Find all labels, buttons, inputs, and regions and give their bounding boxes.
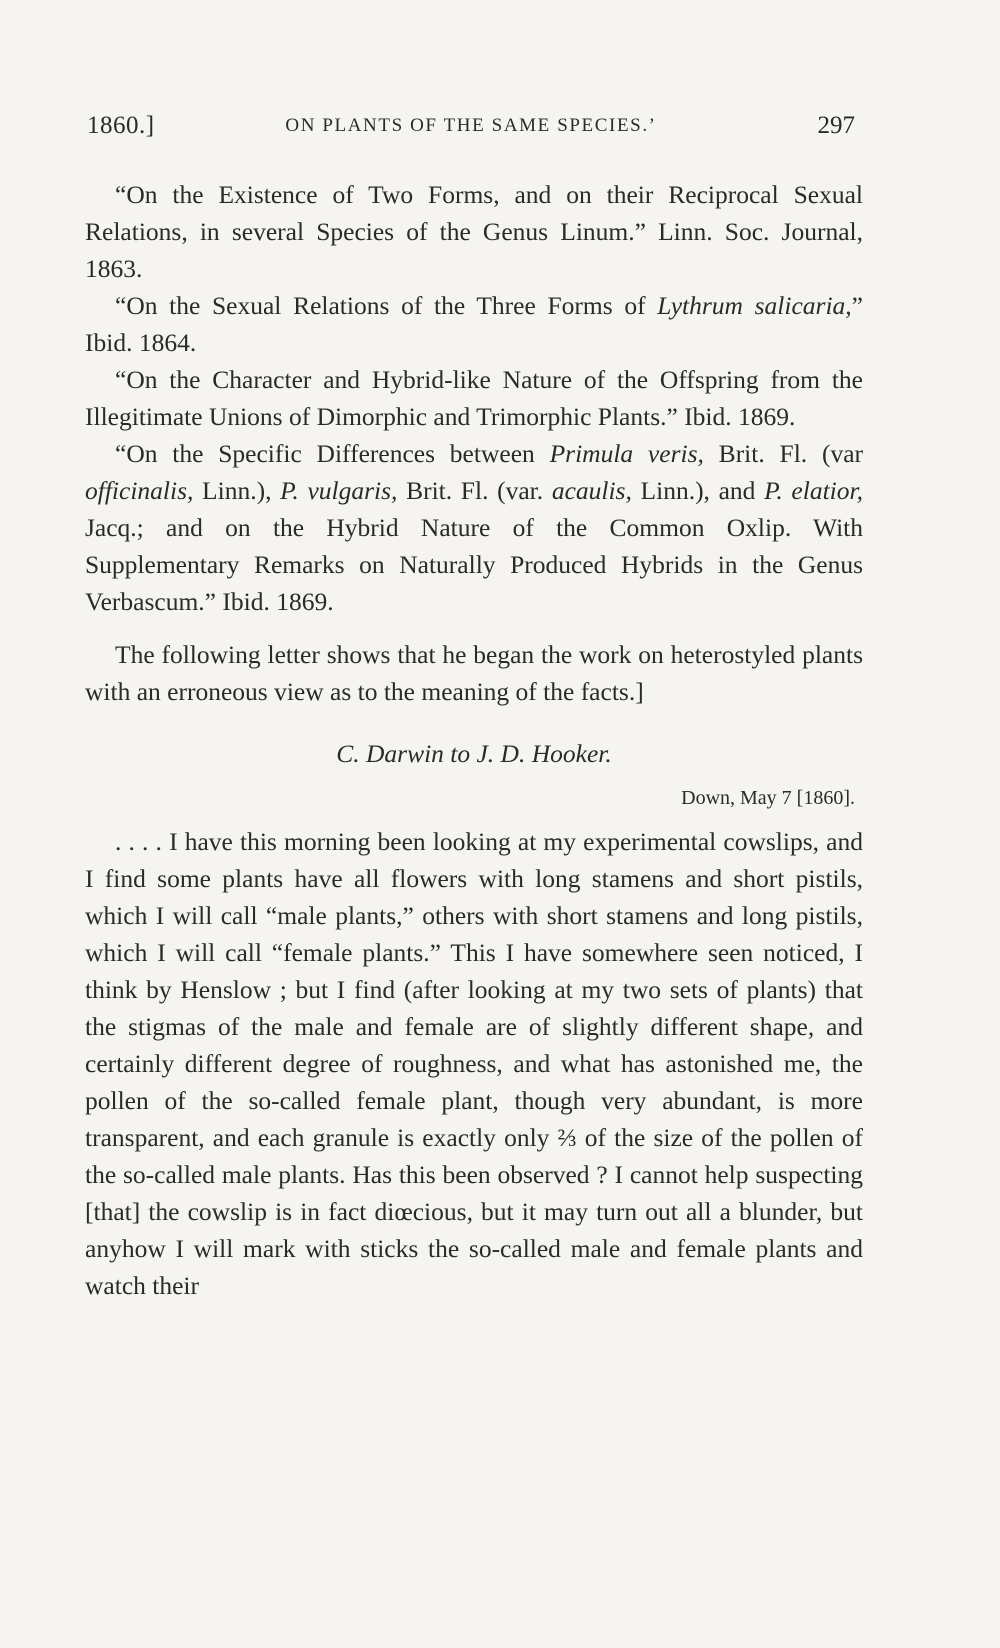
entry-text: Brit. Fl. (var bbox=[703, 439, 863, 468]
italic-text: officinalis, bbox=[85, 476, 194, 505]
bibliography-entry bbox=[85, 176, 863, 287]
bibliography-list bbox=[85, 176, 863, 620]
running-head-year: 1860.] bbox=[87, 112, 155, 139]
entry-text: ” Ibid. 1864. bbox=[85, 291, 863, 357]
italic-text: Lythrum salicaria, bbox=[657, 291, 852, 320]
italic-text: P. elatior, bbox=[764, 476, 863, 505]
entry-text: “On the Character and Hybrid-like Nature of the Offspring from the Illegitimate Unions of Dimorphic and Trimorphic Plants.” Ibid. 1869. bbox=[85, 365, 863, 431]
letter-section bbox=[85, 823, 863, 1304]
letter-body: . . . . I have this morning been looking at my experimental cowslips, and I find some plants have all flowers with long stamens and short pistils, which I will call “male plants,” others with short stamens and long pistils, which I will call “female plants.” This I have somewhere seen noticed, I think by Henslow ; but I find (after looking at my two sets of plants) that the stigmas of the male and female are of slightly different shape, and certainly different degree of roughness, and what has astonished me, the pollen of the so-called female plant, though very abundant, is more transparent, and each granule is exactly only ⅔ of the size of the pollen of the so-called male plants. Has this been observed ? I cannot help suspecting [that] the cowslip is in fact diœcious, but it may turn out all a blunder, but anyhow I will mark with sticks the so-called male and female plants and watch their bbox=[85, 827, 863, 1300]
italic-text: Primula veris, bbox=[549, 439, 704, 468]
entry-text: Linn.), and bbox=[631, 476, 765, 505]
bibliography-entry bbox=[85, 435, 863, 620]
entry-text: “On the Existence of Two Forms, and on their Reciprocal Sexual Relations, in several Species of the Genus Linum.” Linn. Soc. Journal, 1863. bbox=[85, 180, 863, 283]
italic-text: acaulis, bbox=[551, 476, 632, 505]
letter-dateline: Down, May 7 [1860]. bbox=[681, 787, 855, 809]
running-head bbox=[87, 112, 855, 152]
running-head-title: ON PLANTS OF THE SAME SPECIES.’ bbox=[285, 115, 657, 136]
intro-section bbox=[85, 636, 863, 710]
letter-salutation: C. Darwin to J. D. Hooker. bbox=[336, 739, 612, 768]
bibliography-entry bbox=[85, 287, 863, 361]
entry-text: Linn.), bbox=[193, 476, 281, 505]
italic-text: P. vulgaris, bbox=[280, 476, 398, 505]
page-number: 297 bbox=[817, 112, 855, 139]
entry-text: “On the Specific Differences between bbox=[115, 439, 550, 468]
entry-text: “On the Sexual Relations of the Three Forms of bbox=[115, 291, 658, 320]
entry-text: Brit. Fl. (var. bbox=[397, 476, 552, 505]
entry-text: Jacq.; and on the Hybrid Nature of the Common Oxlip. With Supplementary Remarks on Naturally Produced Hybrids in the Genus Verbascum.” Ibid. 1869. bbox=[85, 513, 863, 616]
page-body bbox=[85, 176, 863, 1304]
bibliography-entry bbox=[85, 361, 863, 435]
intro-paragraph: The following letter shows that he began the work on heterostyled plants with an erroneous view as to the meaning of the facts.] bbox=[85, 640, 863, 706]
